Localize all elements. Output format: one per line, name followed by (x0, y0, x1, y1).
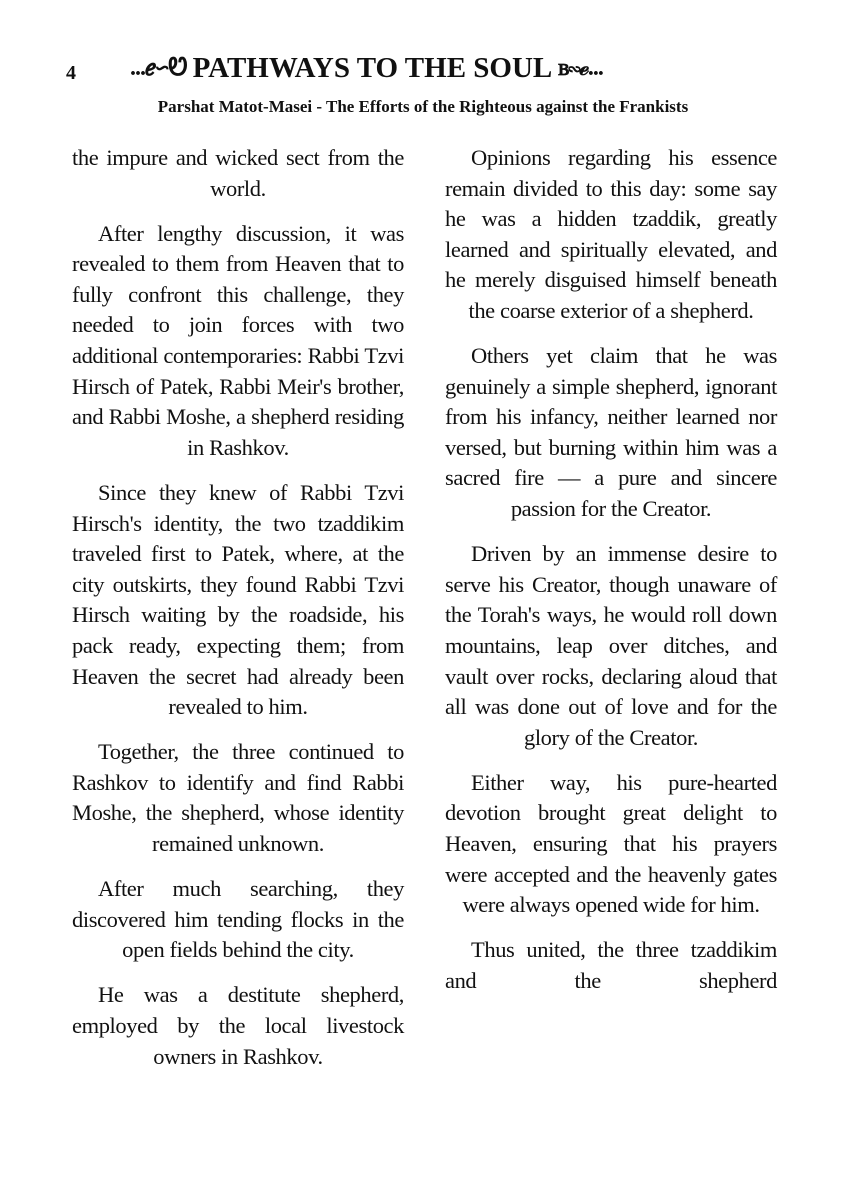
paragraph: Thus united, the three tzaddikim and the shepherd (445, 937, 777, 993)
paragraph: Since they knew of Rabbi Tzvi Hirsch's identity, the two tzaddikim traveled first to Patek, where, at the city outskirts, they found Rabbi Tzvi Hirsch waiting by the roadside, his pack ready, expecting them; from Heaven the secret had already been revealed to him. (72, 479, 404, 720)
paragraph: After lengthy discussion, it was revealed to them from Heaven that to fully confront this challenge, they needed to join forces with two additional contemporaries: Rabbi Tzvi Hirsch of Patek, Rabbi Meir's brother, and Rabbi Moshe, a shepherd residing in Rashkov. (72, 220, 404, 460)
ornament-right-icon: ᏼ∾ℯ... (558, 55, 603, 81)
ornament-left-icon: ...ℯ∽Ꮼ (130, 55, 187, 81)
page-number: 4 (66, 62, 76, 84)
left-column (72, 143, 404, 1087)
paragraph: Either way, his pure-hearted devotion brought great delight to Heaven, ensuring that his prayers were accepted and the heavenly gates were always opened wide for him. (445, 769, 777, 918)
paragraph: Together, the three continued to Rashkov to identify and find Rabbi Moshe, the shepherd, whose identity remained unknown. (72, 739, 404, 856)
right-column (445, 143, 777, 1011)
paragraph: Opinions regarding his essence remain divided to this day: some say he was a hidden tzaddik, greatly learned and spiritually elevated, and he merely disguised himself beneath the coarse exterior of a shepherd. (445, 145, 777, 323)
paragraph: Driven by an immense desire to serve his Creator, though unaware of the Torah's ways, he would roll down mountains, leap over ditches, and vault over rocks, declaring aloud that all was done out of love and for the glory of the Creator. (445, 541, 777, 750)
paragraph: Others yet claim that he was genuinely a simple shepherd, ignorant from his infancy, neither learned nor versed, but burning within him was a sacred fire — a pure and sincere passion for the Creator. (445, 343, 777, 522)
paragraph: After much searching, they discovered him tending flocks in the open fields behind the city. (72, 876, 404, 963)
chapter-subtitle: Parshat Matot-Masei - The Efforts of the Righteous against the Frankists (157, 97, 689, 116)
book-title: PATHWAYS TO THE SOUL (192, 52, 553, 84)
running-header (130, 52, 730, 85)
paragraph: the impure and wicked sect from the world. (72, 145, 404, 201)
paragraph: He was a destitute shepherd, employed by the local livestock owners in Rashkov. (72, 982, 404, 1069)
